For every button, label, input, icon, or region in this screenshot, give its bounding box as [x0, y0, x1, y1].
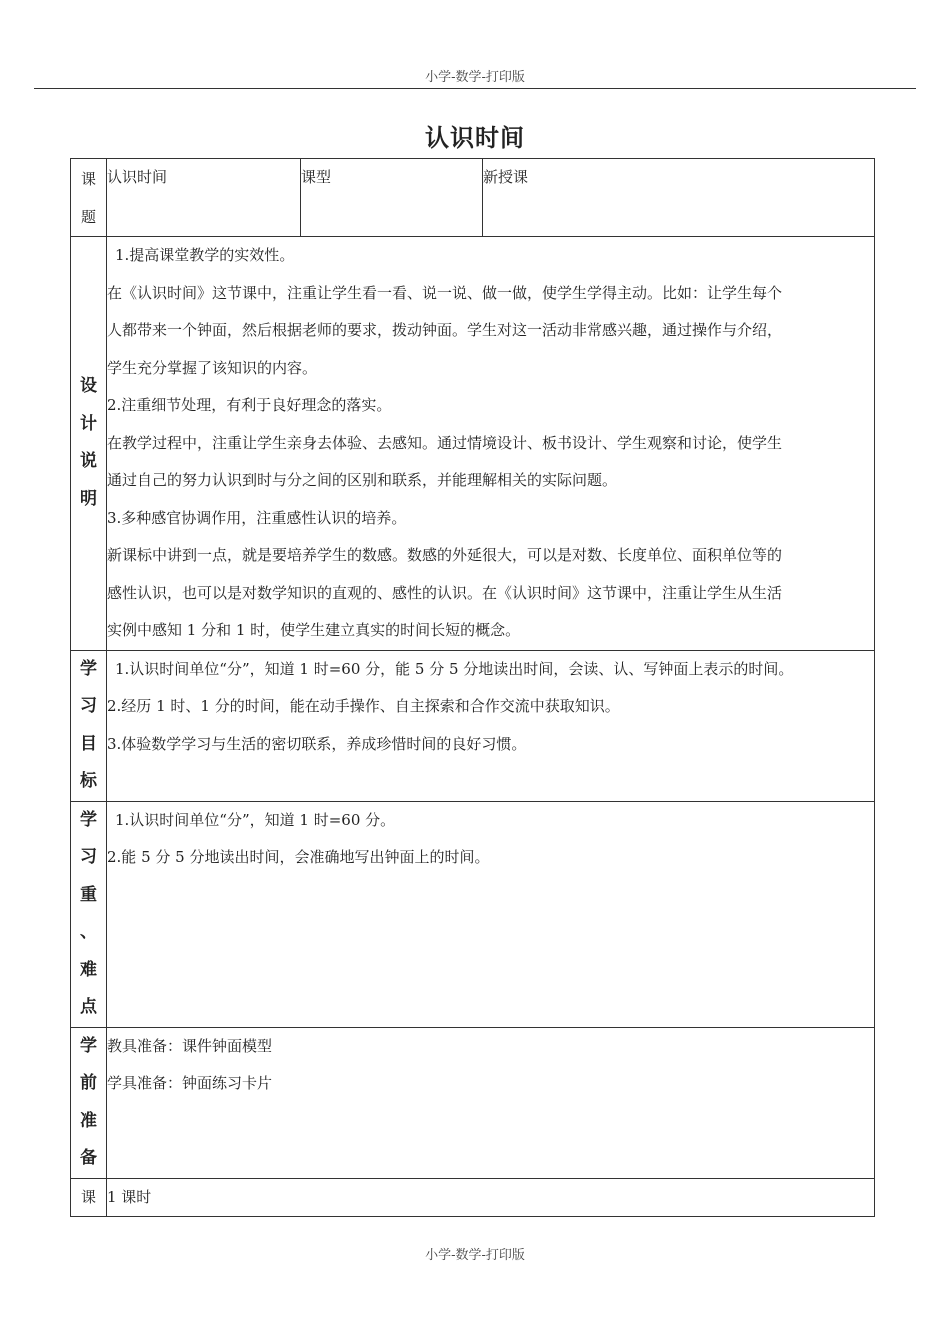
label-char: 设 — [80, 376, 97, 397]
objectives-content — [107, 650, 875, 801]
paragraph-line: 2.能 5 分 5 分地读出时间，会准确地写出钟面上的时间。 — [107, 848, 490, 866]
label-char: 习 — [80, 696, 97, 716]
paragraph-line: 3.多种感官协调作用，注重感性认识的培养。 — [107, 508, 407, 527]
paragraph-line: 学生充分掌握了该知识的内容。 — [107, 358, 318, 377]
label-char: 、 — [80, 922, 97, 942]
label-char: 准 — [80, 1110, 97, 1131]
duration-row — [71, 1178, 875, 1217]
label-char: 点 — [80, 997, 97, 1017]
topic-text: 认识时间 — [107, 168, 168, 186]
duration-label — [71, 1178, 107, 1217]
preparation-content — [107, 1027, 875, 1178]
label-char: 学 — [80, 658, 97, 679]
label-char: 学 — [80, 809, 97, 830]
paragraph-line: 1.认识时间单位“分”，知道 1 时=60 分。 — [115, 810, 396, 829]
paragraph-line: 实例中感知 1 分和 1 时，使学生建立真实的时间长短的概念。 — [107, 621, 521, 639]
preparation-row — [71, 1027, 875, 1178]
objectives-row — [71, 650, 875, 801]
label-char: 课 — [80, 170, 96, 188]
paragraph-line: 通过自己的努力认识到时与分之间的区别和联系，并能理解相关的实际问题。 — [107, 471, 618, 489]
label-char: 难 — [80, 959, 97, 980]
design-notes-row — [71, 237, 875, 651]
duration-content — [107, 1178, 875, 1217]
key-points-content — [107, 801, 875, 1027]
paragraph-line: 在教学过程中，注重让学生亲身去体验、去感知。通过情境设计、板书设计、学生观察和讨论，使学生 — [107, 433, 783, 452]
type-label: 课型 — [301, 168, 332, 186]
type-value-cell — [483, 159, 875, 237]
paragraph-line: 在《认识时间》这节课中，注重让学生看一看、说一说、做一做，使学生学得主动。比如：让学生每个 — [107, 283, 783, 302]
label-char: 课 — [80, 1187, 96, 1206]
paragraph-line: 2.经历 1 时、1 分的时间，能在动手操作、自主探索和合作交流中获取知识。 — [107, 697, 620, 715]
label-char: 重 — [80, 884, 97, 905]
paragraph-line: 新课标中讲到一点，就是要培养学生的数感。数感的外延很大，可以是对数、长度单位、面积单位等的 — [107, 546, 783, 564]
header-divider — [34, 88, 916, 89]
lesson-plan-table — [70, 158, 875, 1217]
label-char: 备 — [80, 1148, 97, 1168]
page-header: 小学-数学-打印版 — [425, 70, 525, 85]
paragraph-line: 1.提高课堂教学的实效性。 — [115, 246, 295, 264]
label-char: 题 — [80, 207, 96, 226]
document-title: 认识时间 — [425, 123, 525, 152]
label-char: 说 — [80, 451, 97, 472]
paragraph-line: 感性认识，也可以是对数学知识的直观的、感性的认识。在《认识时间》这节课中，注重让学生从生活 — [107, 583, 783, 602]
paragraph-line: 3.体验数学学习与生活的密切联系，养成珍惜时间的良好习惯。 — [107, 734, 527, 753]
objectives-label — [71, 650, 107, 801]
topic-label — [71, 159, 107, 237]
paragraph-line: 人都带来一个钟面，然后根据老师的要求，拨动钟面。学生对这一活动非常感兴趣，通过操作与介绍， — [107, 321, 783, 339]
duration-value: 1 课时 — [107, 1187, 152, 1206]
label-char: 目 — [80, 733, 97, 754]
label-char: 学 — [80, 1035, 97, 1056]
preparation-label — [71, 1027, 107, 1178]
paragraph-line: 1.认识时间单位“分”，知道 1 时=60 分，能 5 分 5 分地读出时间，会读、认、写钟面上表示的时间。 — [115, 659, 794, 678]
topic-value — [107, 159, 301, 237]
type-value: 新授课 — [483, 168, 529, 186]
paragraph-line: 教具准备：课件钟面模型 — [107, 1036, 273, 1055]
design-notes-content — [107, 237, 875, 651]
design-notes-label — [71, 237, 107, 651]
paragraph-line: 2.注重细节处理，有利于良好理念的落实。 — [107, 396, 392, 414]
topic-row — [71, 159, 875, 237]
type-label-cell — [301, 159, 483, 237]
label-char: 标 — [80, 771, 97, 791]
paragraph-line: 学具准备：钟面练习卡片 — [107, 1074, 273, 1092]
label-char: 习 — [80, 847, 97, 867]
label-char: 前 — [80, 1073, 97, 1093]
label-char: 计 — [80, 413, 97, 434]
page-footer: 小学-数学-打印版 — [425, 1248, 525, 1263]
key-points-row — [71, 801, 875, 1027]
key-points-label — [71, 801, 107, 1027]
label-char: 明 — [80, 488, 97, 509]
